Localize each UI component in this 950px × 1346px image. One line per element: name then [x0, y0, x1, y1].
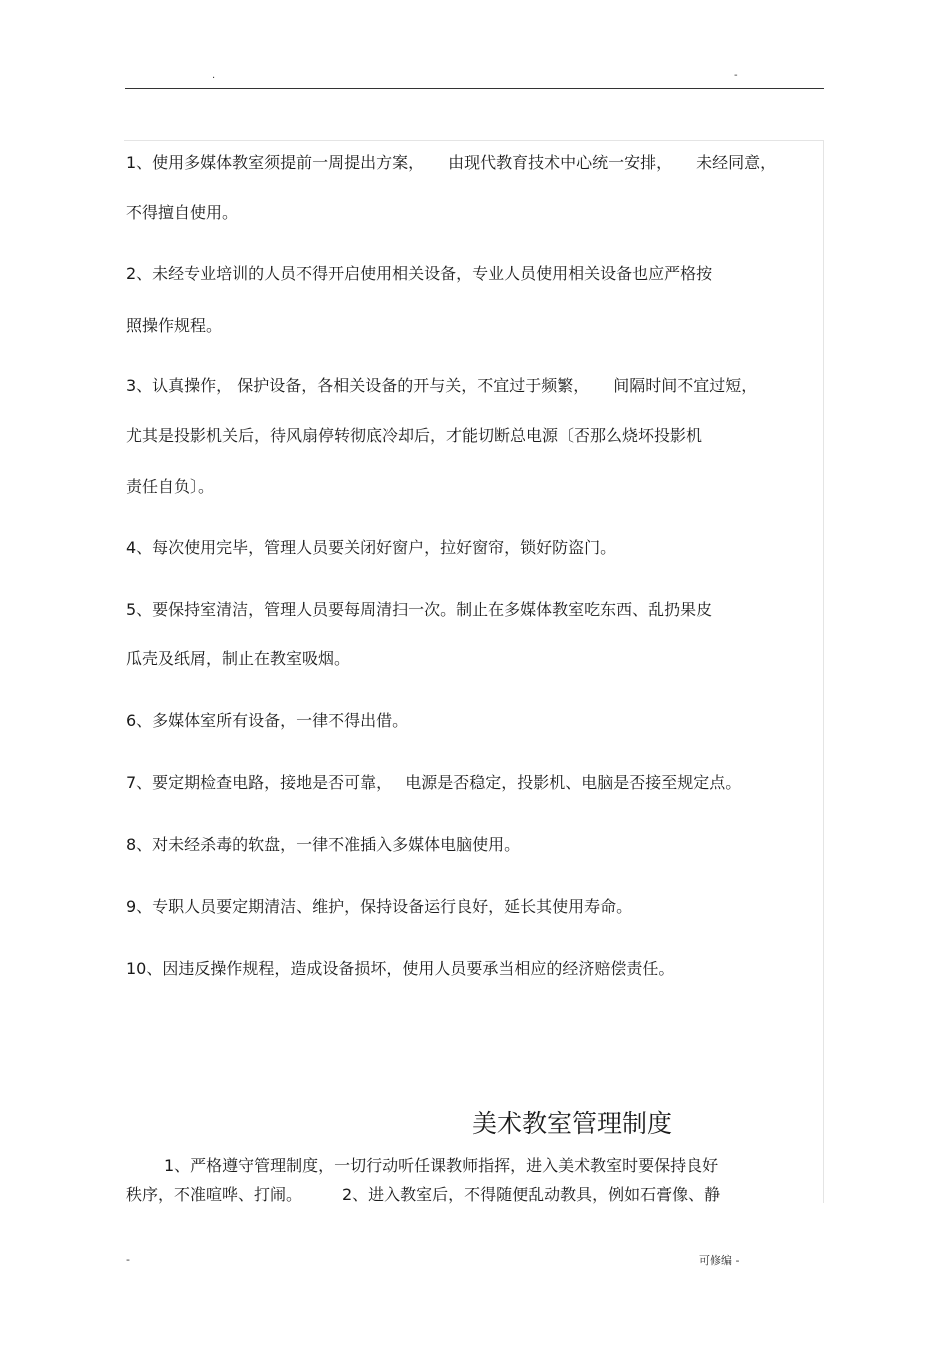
rule-8-line-1: 8、对未经杀毒的软盘，一律不准插入多媒体电脑使用。 [126, 835, 521, 854]
rule-3-line-3: 责任自负〕。 [126, 477, 215, 496]
rule-10-line-1: 10、因违反操作规程，造成设备损坏，使用人员要承当相应的经济赔偿责任。 [126, 959, 675, 978]
art-room-title: 美术教室管理制度 [472, 1109, 673, 1138]
rule-1-line-2: 不得擅自使用。 [126, 203, 239, 222]
footer-editable-note: 可修编 - [699, 1254, 740, 1267]
rule-6-line-1: 6、多媒体室所有设备，一律不得出借。 [126, 711, 409, 730]
rule-2-line-1: 2、未经专业培训的人员不得开启使用相关设备，专业人员使用相关设备也应严格按 [126, 264, 713, 283]
rule-7-line-1: 7、要定期检查电路，接地是否可靠， 电源是否稳定，投影机、电脑是否接至规定点。 [126, 773, 742, 792]
art-room-paragraph-line-2: 秩序，不准喧哗、打闹。 2、进入教室后，不得随便乱动教具，例如石膏像、静 [126, 1185, 721, 1204]
footer-left-mark: - [126, 1253, 130, 1266]
rule-5-line-2: 瓜壳及纸屑，制止在教室吸烟。 [126, 649, 351, 668]
rule-1-line-1: 1、使用多媒体教室须提前一周提出方案， 由现代教育技术中心统一安排， 未经同意， [126, 153, 777, 172]
header-right-mark: - [734, 70, 738, 81]
rule-9-line-1: 9、专职人员要定期清洁、维护，保持设备运行良好，延长其使用寿命。 [126, 897, 633, 916]
rule-3-line-2: 尤其是投影机关后，待风扇停转彻底冷却后，才能切断总电源〔否那么烧坏投影机 [126, 426, 703, 445]
content-frame [124, 140, 824, 1203]
rule-4-line-1: 4、每次使用完毕，管理人员要关闭好窗户，拉好窗帘，锁好防盗门。 [126, 538, 617, 557]
rule-2-line-2: 照操作规程。 [126, 316, 223, 335]
rule-3-line-1: 3、认真操作， 保护设备，各相关设备的开与关，不宜过于频繁， 间隔时间不宜过短， [126, 376, 758, 395]
art-room-paragraph-line-1: 1、严格遵守管理制度，一切行动听任课教师指挥，进入美术教室时要保持良好 [164, 1156, 719, 1175]
header-left-mark: . [212, 70, 216, 81]
header-rule [125, 88, 824, 89]
rule-5-line-1: 5、要保持室清洁，管理人员要每周清扫一次。制止在多媒体教室吃东西、乱扔果皮 [126, 600, 713, 619]
